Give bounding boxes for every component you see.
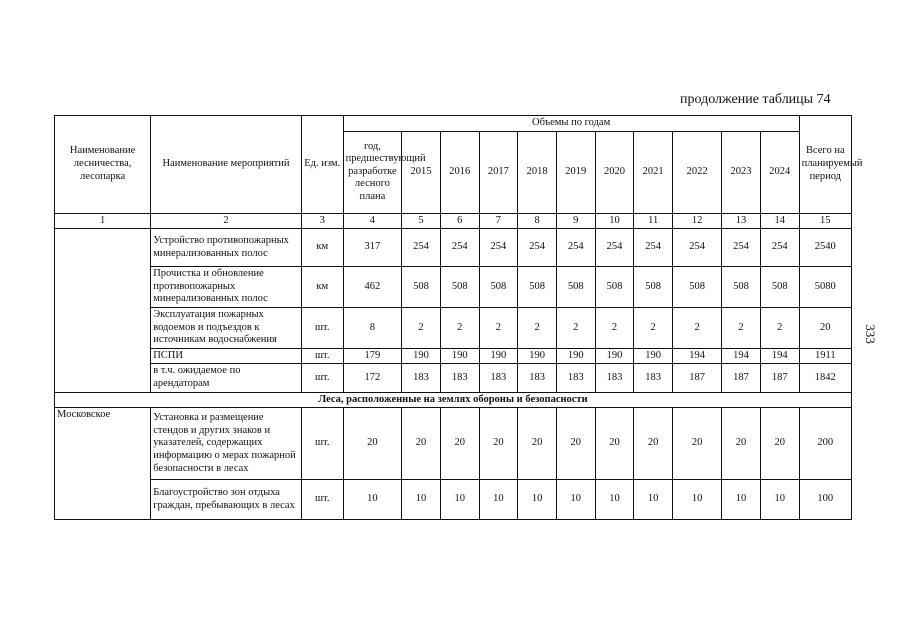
header-volumes-group: Объемы по годам — [343, 116, 799, 132]
year-value: 190 — [518, 348, 557, 364]
column-number: 5 — [402, 213, 441, 229]
header-year: 2022 — [673, 131, 722, 213]
column-number: 9 — [556, 213, 595, 229]
column-number: 12 — [673, 213, 722, 229]
year-value: 254 — [634, 229, 673, 267]
year-value: 508 — [760, 267, 799, 308]
header-unit: Ед. изм. — [301, 116, 343, 214]
year-value: 2 — [673, 307, 722, 348]
prev-year-cell: 179 — [343, 348, 402, 364]
year-value: 508 — [479, 267, 518, 308]
activity-name: ПСПИ — [151, 348, 302, 364]
year-value: 10 — [634, 480, 673, 520]
table-caption: продолжение таблицы 74 — [680, 92, 831, 107]
year-value: 20 — [440, 408, 479, 480]
year-value: 20 — [722, 408, 761, 480]
year-value: 10 — [556, 480, 595, 520]
year-value: 20 — [556, 408, 595, 480]
table-row — [55, 364, 852, 392]
table-row — [55, 229, 852, 267]
year-value: 254 — [440, 229, 479, 267]
total-cell: 1842 — [799, 364, 851, 392]
year-value: 2 — [402, 307, 441, 348]
total-cell: 100 — [799, 480, 851, 520]
header-year: 2017 — [479, 131, 518, 213]
table-row — [55, 267, 852, 308]
column-number: 14 — [760, 213, 799, 229]
year-value: 187 — [673, 364, 722, 392]
unit-cell: шт. — [301, 364, 343, 392]
table-row — [55, 408, 852, 480]
year-value: 187 — [722, 364, 761, 392]
year-value: 254 — [673, 229, 722, 267]
year-value: 183 — [556, 364, 595, 392]
column-number: 15 — [799, 213, 851, 229]
year-value: 20 — [402, 408, 441, 480]
column-number: 7 — [479, 213, 518, 229]
year-value: 508 — [556, 267, 595, 308]
year-value: 10 — [402, 480, 441, 520]
year-value: 20 — [518, 408, 557, 480]
table-row — [55, 480, 852, 520]
year-value: 194 — [722, 348, 761, 364]
prev-year-cell: 462 — [343, 267, 402, 308]
year-value: 194 — [673, 348, 722, 364]
year-value: 187 — [760, 364, 799, 392]
column-number: 1 — [55, 213, 151, 229]
year-value: 190 — [556, 348, 595, 364]
year-value: 20 — [673, 408, 722, 480]
year-value: 2 — [556, 307, 595, 348]
column-number: 6 — [440, 213, 479, 229]
year-value: 2 — [440, 307, 479, 348]
year-value: 190 — [479, 348, 518, 364]
year-value: 183 — [440, 364, 479, 392]
year-value: 10 — [440, 480, 479, 520]
year-value: 10 — [518, 480, 557, 520]
year-value: 508 — [634, 267, 673, 308]
total-cell: 20 — [799, 307, 851, 348]
column-number: 13 — [722, 213, 761, 229]
header-year: 2018 — [518, 131, 557, 213]
year-value: 508 — [722, 267, 761, 308]
table-row — [55, 348, 852, 364]
activity-name: Эксплуатация пожарных водоемов и подъездов к источникам водоснабжения — [151, 307, 302, 348]
prev-year-cell: 20 — [343, 408, 402, 480]
total-cell: 1911 — [799, 348, 851, 364]
unit-cell: км — [301, 229, 343, 267]
year-value: 20 — [595, 408, 634, 480]
header-prev-year: год, предшествующий разработке лесного плана — [343, 131, 402, 213]
region-name: Московское — [55, 408, 151, 520]
activity-name: Устройство противопожарных минерализованных полос — [151, 229, 302, 267]
year-value: 508 — [402, 267, 441, 308]
fire-safety-table — [54, 115, 863, 520]
column-number: 3 — [301, 213, 343, 229]
prev-year-cell: 317 — [343, 229, 402, 267]
header-activity: Наименование мероприятий — [151, 116, 302, 214]
year-value: 20 — [760, 408, 799, 480]
unit-cell: шт. — [301, 480, 343, 520]
prev-year-cell: 10 — [343, 480, 402, 520]
section-row — [55, 392, 852, 408]
year-value: 183 — [402, 364, 441, 392]
year-value: 20 — [634, 408, 673, 480]
year-value: 190 — [595, 348, 634, 364]
year-value: 254 — [479, 229, 518, 267]
header-total: Всего на планируемый период — [799, 116, 851, 214]
year-value: 254 — [556, 229, 595, 267]
section-title: Леса, расположенные на землях обороны и безопасности — [55, 392, 852, 408]
prev-year-cell: 8 — [343, 307, 402, 348]
header-year: 2021 — [634, 131, 673, 213]
year-value: 254 — [518, 229, 557, 267]
year-value: 190 — [402, 348, 441, 364]
year-value: 10 — [479, 480, 518, 520]
year-value: 254 — [722, 229, 761, 267]
header-year: 2023 — [722, 131, 761, 213]
column-number: 8 — [518, 213, 557, 229]
year-value: 254 — [760, 229, 799, 267]
year-value: 254 — [402, 229, 441, 267]
table-row — [55, 307, 852, 348]
year-value: 183 — [479, 364, 518, 392]
unit-cell: шт. — [301, 408, 343, 480]
region-cell-empty — [55, 229, 151, 392]
unit-cell: км — [301, 267, 343, 308]
column-number-row — [55, 213, 852, 229]
column-number: 2 — [151, 213, 302, 229]
header-year: 2019 — [556, 131, 595, 213]
year-value: 10 — [722, 480, 761, 520]
year-value: 10 — [595, 480, 634, 520]
total-cell: 2540 — [799, 229, 851, 267]
column-number: 4 — [343, 213, 402, 229]
year-value: 2 — [722, 307, 761, 348]
year-value: 183 — [595, 364, 634, 392]
header-year: 2020 — [595, 131, 634, 213]
header-year: 2024 — [760, 131, 799, 213]
year-value: 508 — [518, 267, 557, 308]
year-value: 10 — [760, 480, 799, 520]
column-number: 11 — [634, 213, 673, 229]
year-value: 2 — [595, 307, 634, 348]
year-value: 508 — [595, 267, 634, 308]
year-value: 2 — [634, 307, 673, 348]
total-cell: 5080 — [799, 267, 851, 308]
year-value: 2 — [518, 307, 557, 348]
year-value: 508 — [673, 267, 722, 308]
header-year: 2016 — [440, 131, 479, 213]
activity-name: в т.ч. ожидаемое по арендаторам — [151, 364, 302, 392]
year-value: 183 — [518, 364, 557, 392]
total-cell: 200 — [799, 408, 851, 480]
year-value: 190 — [440, 348, 479, 364]
year-value: 2 — [479, 307, 518, 348]
year-value: 2 — [760, 307, 799, 348]
page-number: 333 — [862, 324, 878, 344]
year-value: 183 — [634, 364, 673, 392]
year-value: 20 — [479, 408, 518, 480]
year-value: 508 — [440, 267, 479, 308]
year-value: 194 — [760, 348, 799, 364]
unit-cell: шт. — [301, 307, 343, 348]
header-year: 2015 — [402, 131, 441, 213]
activity-name: Прочистка и обновление противопожарных минерализованных полос — [151, 267, 302, 308]
activity-name: Установка и размещение стендов и других знаков и указателей, содержащих информацию о мерах пожарной безопасности в лесах — [151, 408, 302, 480]
unit-cell: шт. — [301, 348, 343, 364]
year-value: 10 — [673, 480, 722, 520]
activity-name: Благоустройство зон отдыха граждан, пребывающих в лесах — [151, 480, 302, 520]
prev-year-cell: 172 — [343, 364, 402, 392]
header-forestry: Наименование лесничества, лесопарка — [55, 116, 151, 214]
year-value: 190 — [634, 348, 673, 364]
column-number: 10 — [595, 213, 634, 229]
year-value: 254 — [595, 229, 634, 267]
